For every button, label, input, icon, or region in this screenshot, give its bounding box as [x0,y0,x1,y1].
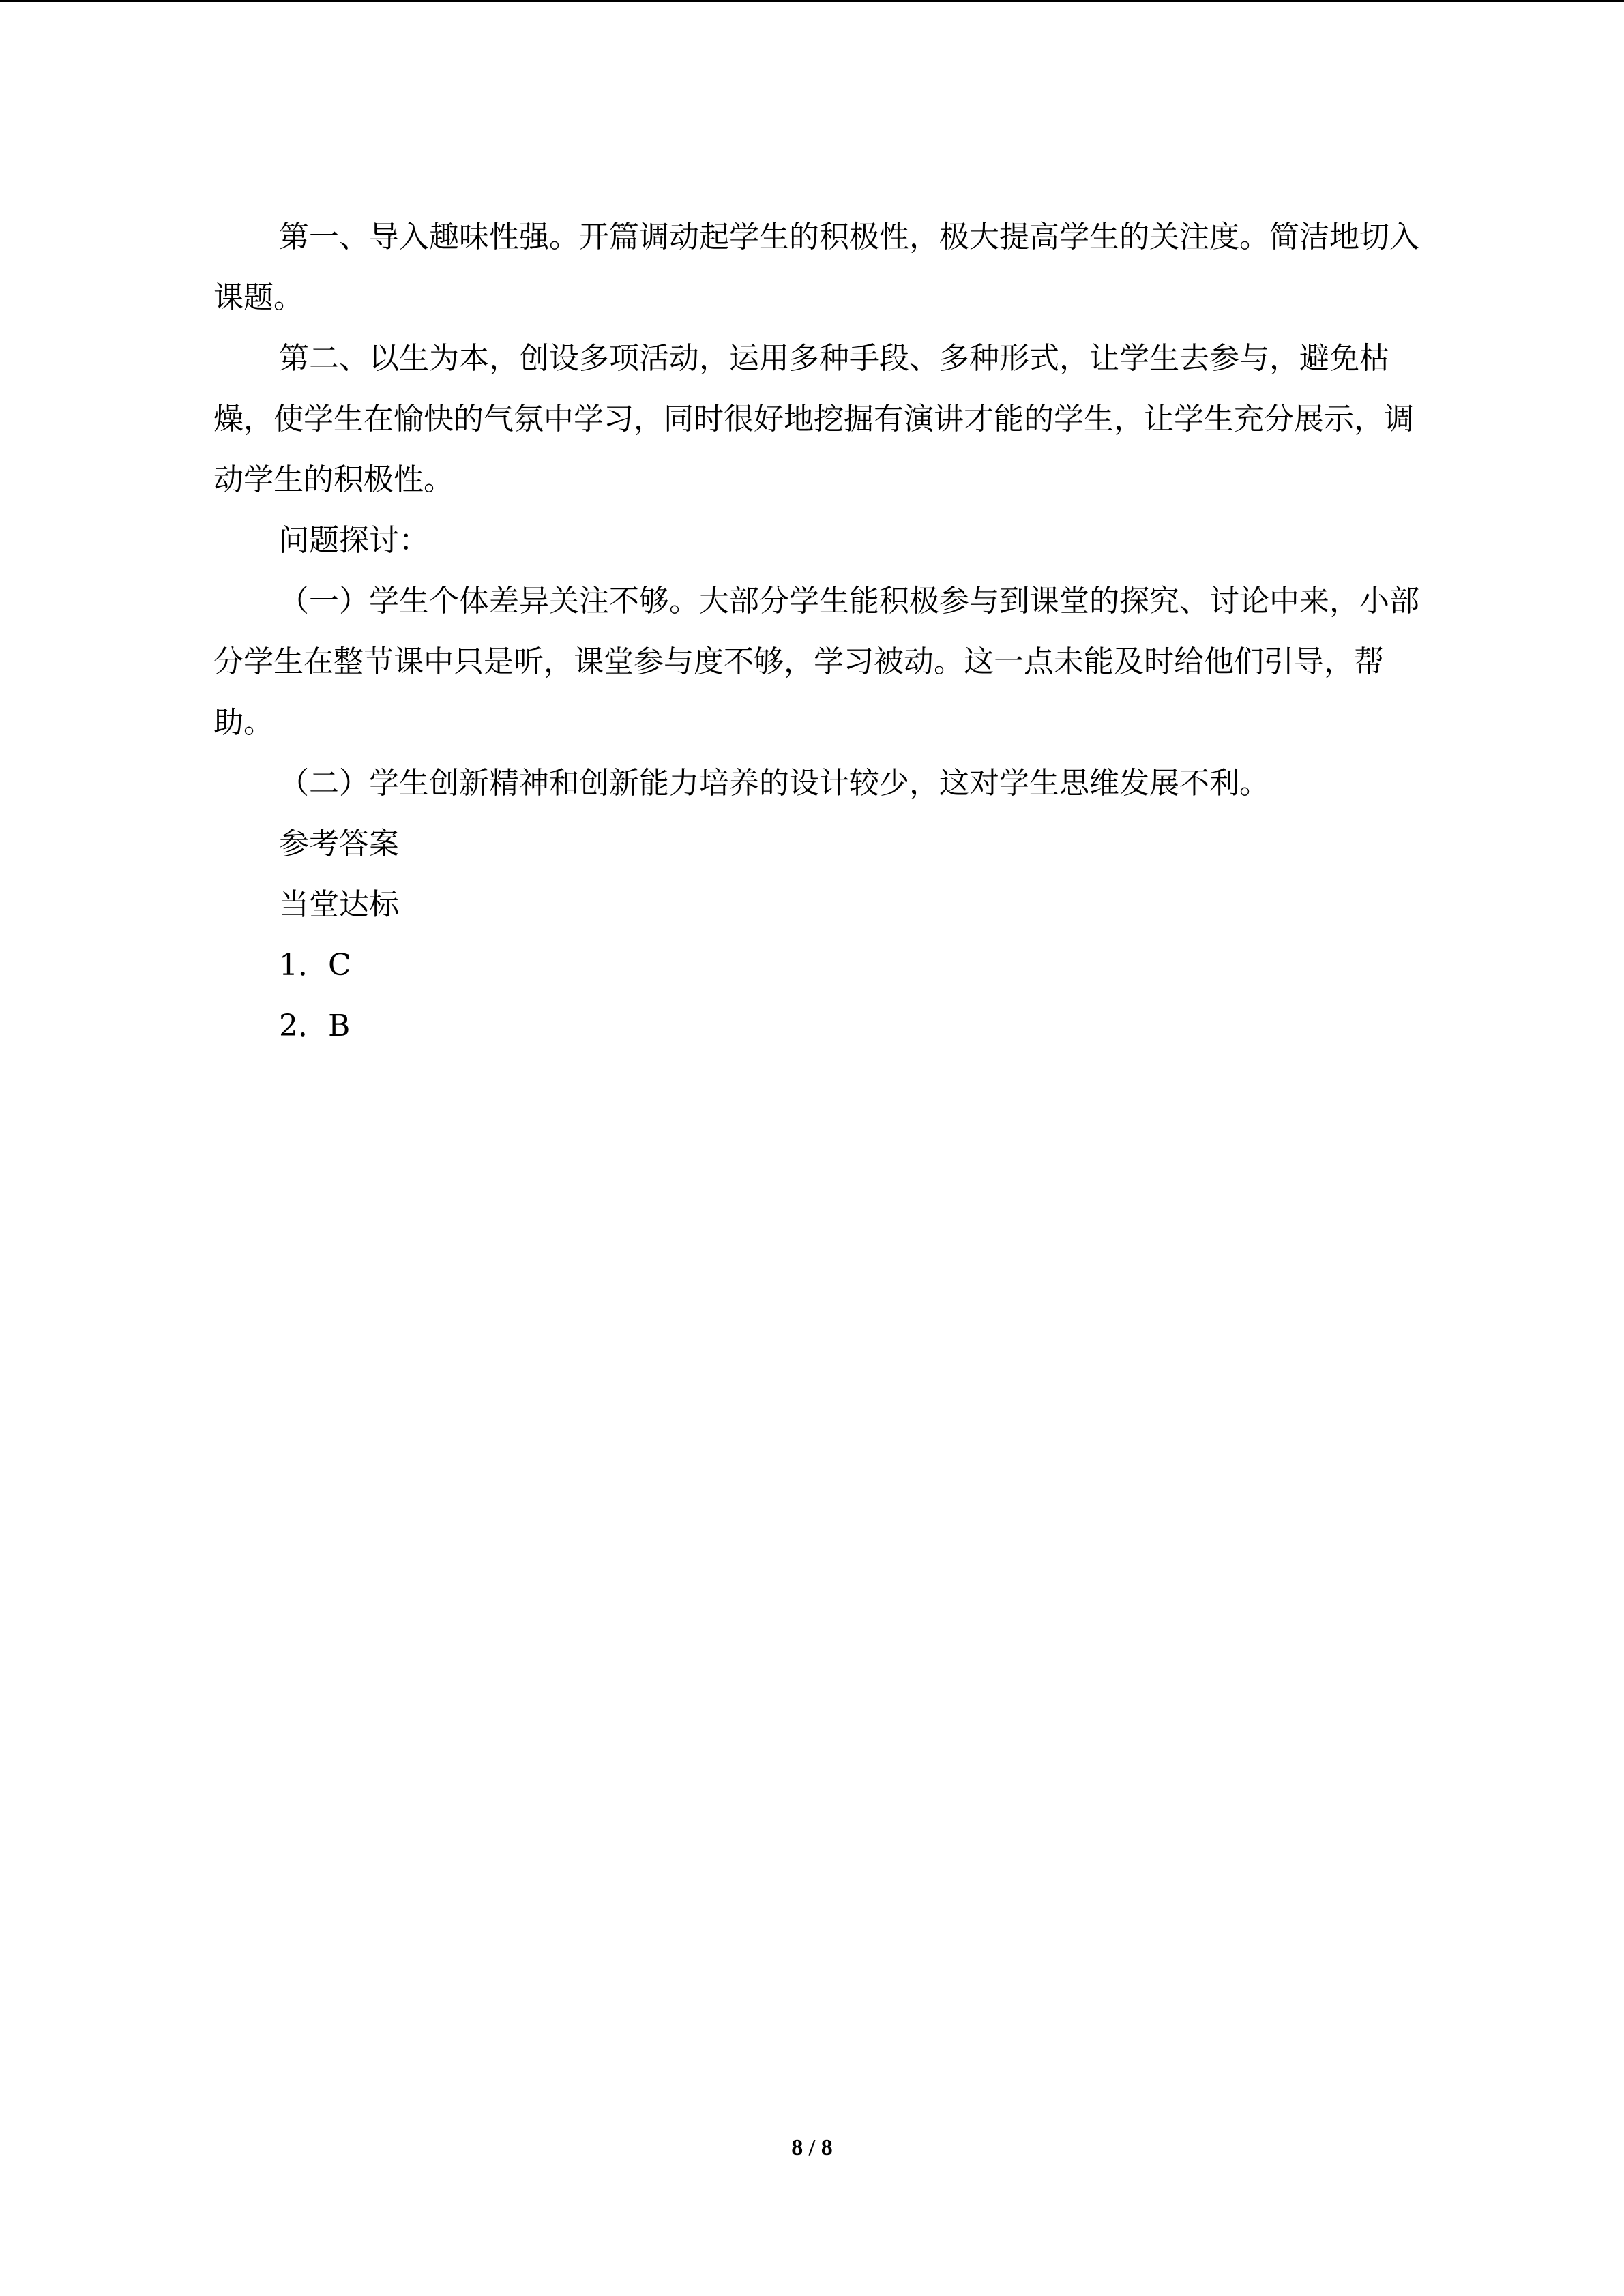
document-body [148,207,1458,1056]
text-line: 分学生在整节课中只是听，课堂参与度不够，学习被动。这一点未能及时给他们引导，帮 [213,644,1384,679]
text-line: 1．C [279,948,351,983]
text-line: 助。 [213,705,274,740]
paragraph-problem-two [148,753,1458,814]
heading-in-class-assessment [148,874,1458,935]
text-line: 动学生的积极性。 [213,462,454,497]
text-line: 第二、以生为本，创设多项活动，运用多种手段、多种形式，让学生去参与，避免枯 [279,341,1389,376]
text-line: 参考答案 [279,826,399,861]
text-line: （一）学生个体差异关注不够。大部分学生能积极参与到课堂的探究、讨论中来，小部 [279,584,1419,618]
text-line: 当堂达标 [279,887,399,922]
paragraph-student-centered [148,328,1458,510]
answer-item-2 [148,996,1458,1056]
answer-item-1 [148,935,1458,996]
text-line: 课题。 [213,280,304,315]
page-number: 8 / 8 [791,2135,833,2160]
paragraph-problem-one [148,571,1458,753]
text-line: 燥，使学生在愉快的气氛中学习，同时很好地挖掘有演讲才能的学生，让学生充分展示，调 [213,402,1414,436]
text-line: 2．B [279,1009,351,1043]
paragraph-intro-interest [148,207,1458,328]
text-line: （二）学生创新精神和创新能力培养的设计较少，这对学生思维发展不利。 [279,766,1269,801]
heading-reference-answers [148,814,1458,874]
heading-problem-discussion [148,510,1458,571]
text-line: 第一、导入趣味性强。开篇调动起学生的积极性，极大提高学生的关注度。简洁地切入 [279,220,1419,254]
text-line: 问题探讨： [279,523,429,558]
